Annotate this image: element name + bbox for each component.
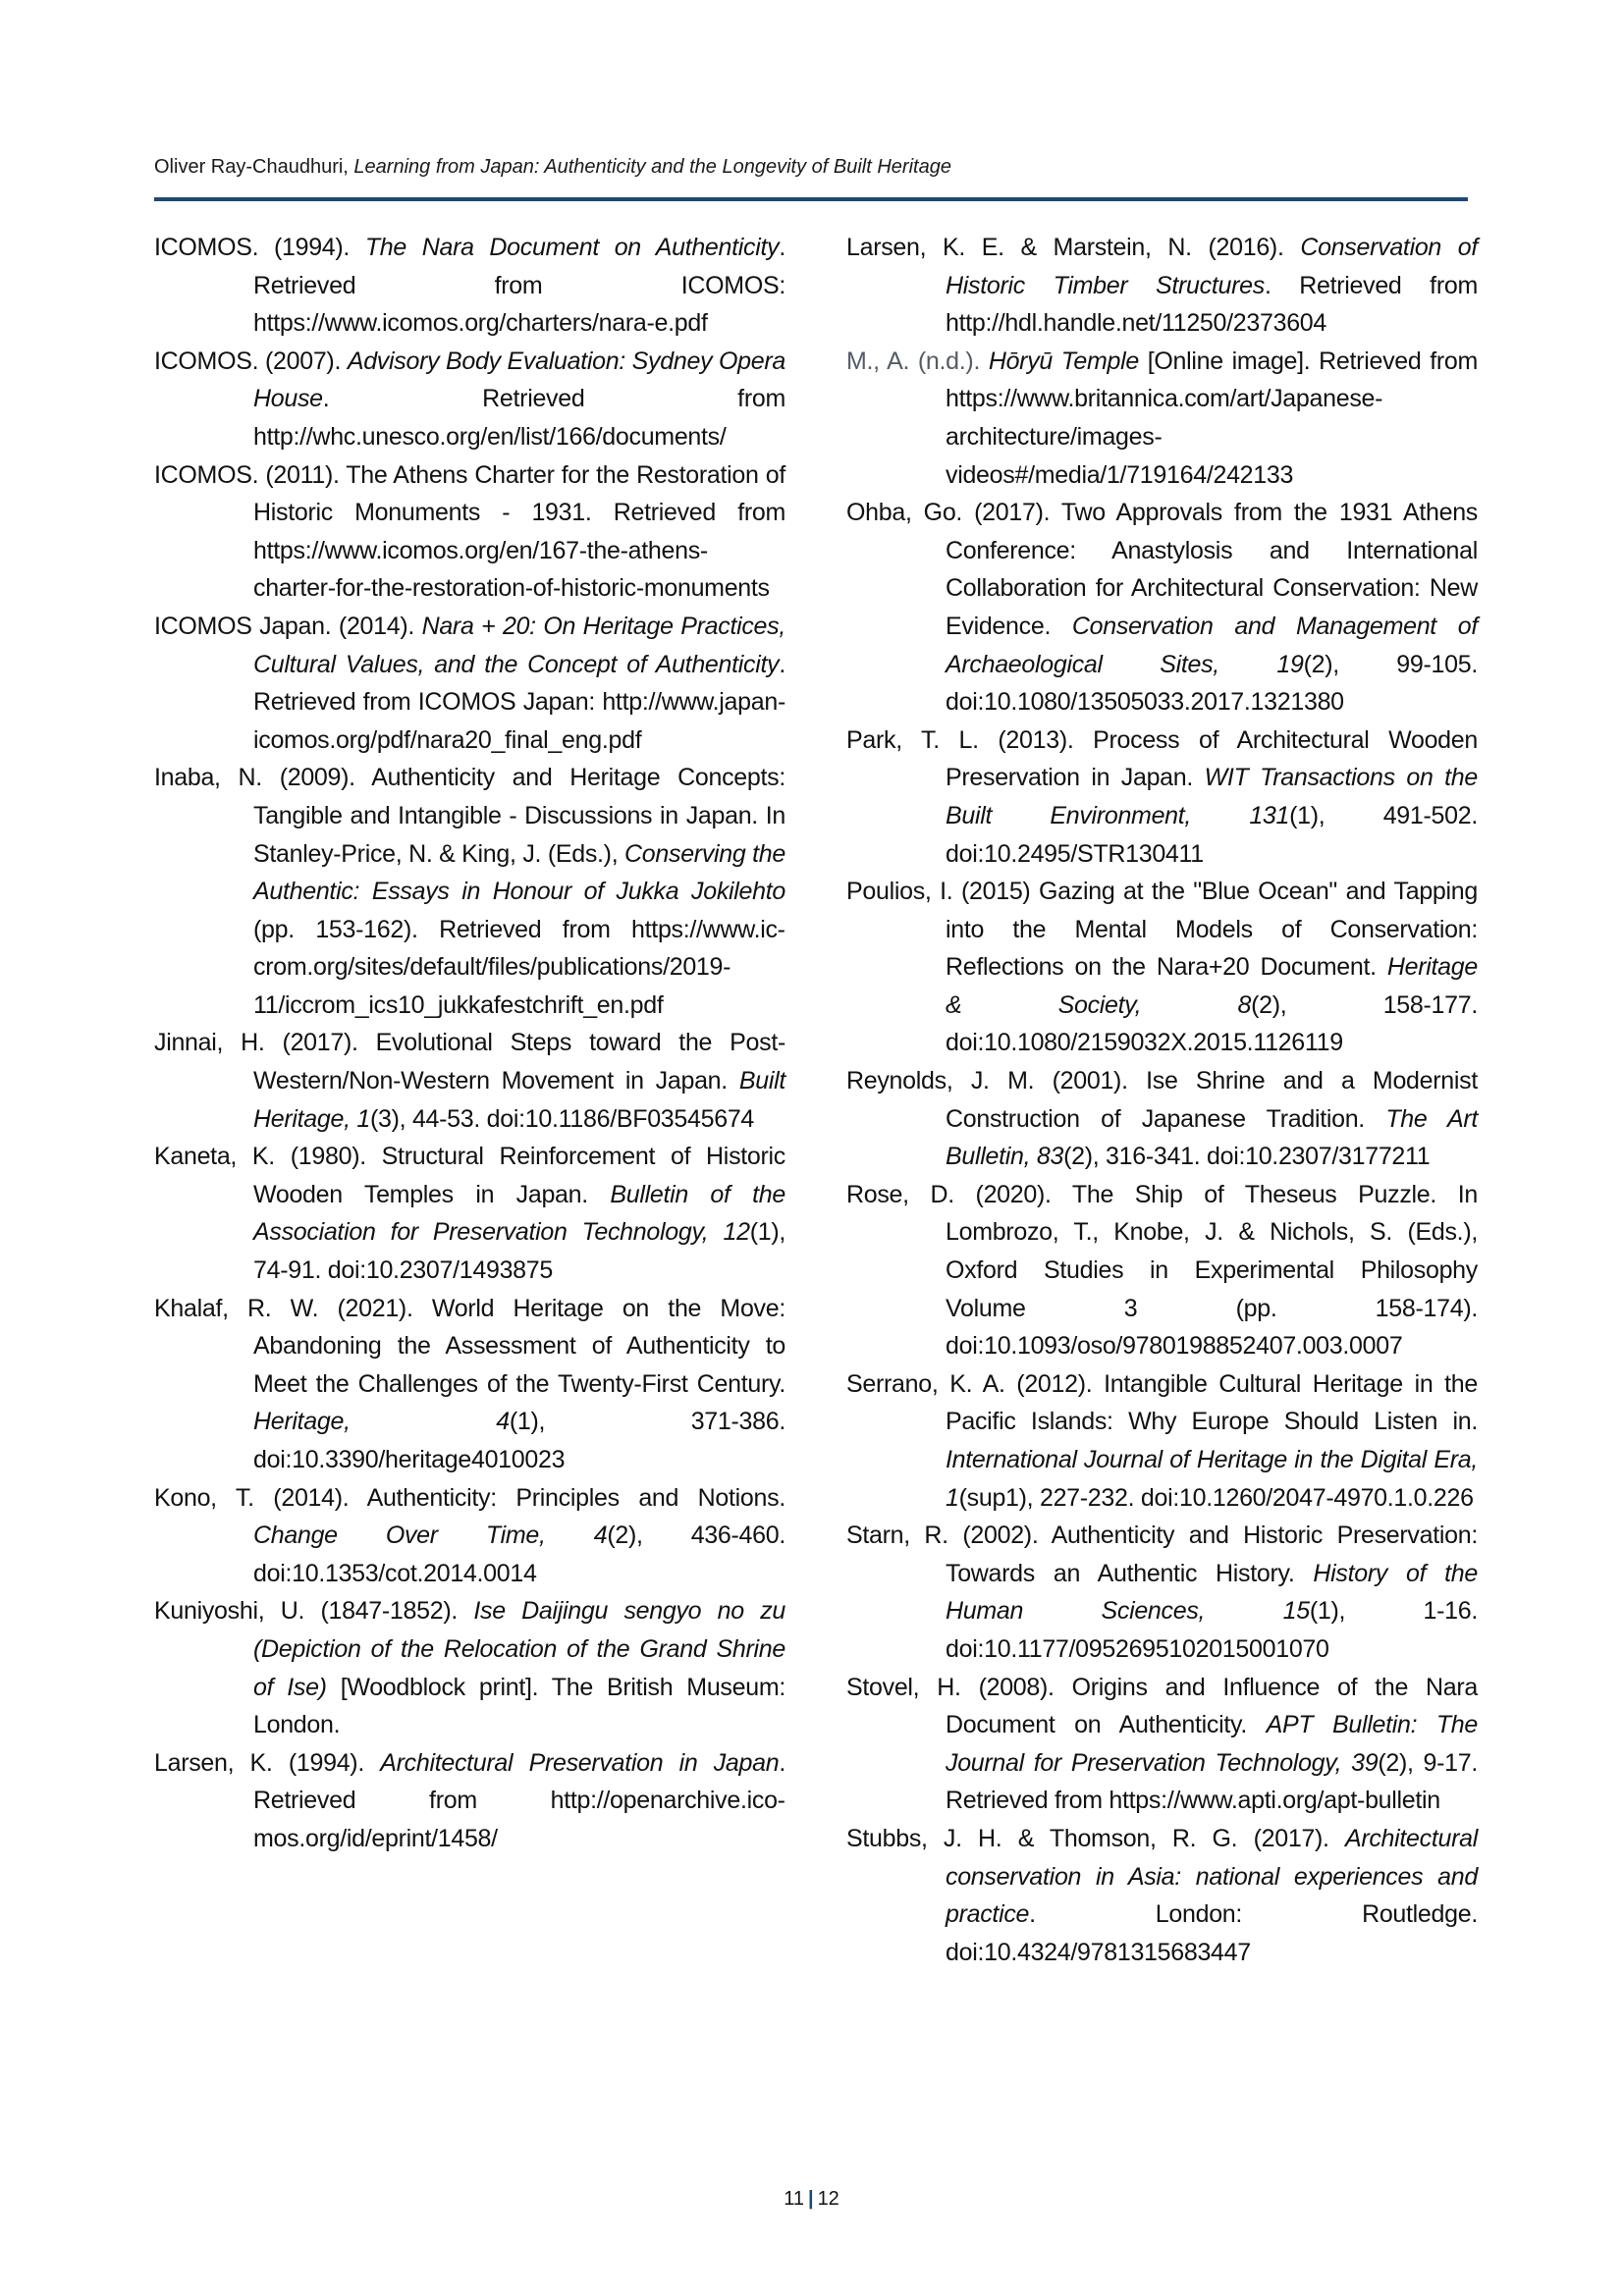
reference-entry: Larsen, K. E. & Marstein, N. (2016). Conservation of Historic Timber Structures. Retrieved from http://hdl.handle.net/11250/2373604 [846,234,1478,338]
reference-entry: Larsen, K. (1994). Architectural Preservation in Japan. Retrieved from http://openarchive.icomos.org/id/eprint/1458/ [154,1748,785,1852]
references-column-right [846,229,1478,1971]
reference-entry: Kuniyoshi, U. (1847-1852). Ise Daijingu sengyo no zu (Depiction of the Relocation of the Grand Shrine of Ise) [Woodblock print]. The British Museum: London. [154,1597,786,1739]
reference-entry: Khalaf, R. W. (2021). World Heritage on the Move: Abandoning the Assessment of Authenticity to Meet the Challenges of the Twenty-First Century. Heritage, 4(1), 371-386. doi:10.3390/heritage4010023 [154,1294,785,1473]
reference-entry: Stubbs, J. H. & Thomson, R. G. (2017). Architectural conservation in Asia: national experiences and practice. London: Routledge. doi:10.4324/9781315683447 [846,1824,1478,1966]
page-number [0,2186,1623,2212]
reference-entry: Starn, R. (2002). Authenticity and Historic Preservation: Towards an Authentic History. History of the Human Sciences, 15(1), 1-16. doi:10.1177/0952695102015001070 [846,1522,1479,1663]
reference-entry: Reynolds, J. M. (2001). Ise Shrine and a Modernist Construction of Japanese Tradition. The Art Bulletin, 83(2), 316-341. doi:10.2307/3177211 [846,1067,1478,1171]
reference-entry: Jinnai, H. (2017). Evolutional Steps toward the Post-Western/Non-Western Movement in Japan. Built Heritage, 1(3), 44-53. doi:10.1186/BF03545674 [154,1029,785,1133]
reference-entry: ICOMOS. (1994). The Nara Document on Authenticity. Retrieved from ICOMOS: https://www.icomos.org/charters/nara-e.pdf [154,234,785,338]
reference-entry: Kaneta, K. (1980). Structural Reinforcement of Historic Wooden Temples in Japan. Bulletin of the Association for Preservation Technology, 12(1), 74-91. doi:10.2307/1493875 [154,1143,785,1285]
reference-entry: M., A. (n.d.). Hōryū Temple [Online image]. Retrieved from https://www.britannica.com/art/Japanese-architecture/images-videos#/media/1/719164/242133 [846,347,1478,489]
reference-entry: Serrano, K. A. (2012). Intangible Cultural Heritage in the Pacific Islands: Why Europe Should Listen in. International Journal of Heritage in the Digital Era, 1(sup1), 227-232. doi:10.1260/2047-4970.1.0.226 [846,1369,1478,1512]
header-author: Oliver Ray-Chaudhuri, [154,156,354,178]
running-header [154,154,951,180]
reference-entry: ICOMOS Japan. (2014). Nara + 20: On Heritage Practices, Cultural Values, and the Concept of Authenticity. Retrieved from ICOMOS Japan: http://www.japan-icomos.org/pdf/nara20_final_eng.pdf [154,612,785,754]
reference-entry: Park, T. L. (2013). Process of Architectural Wooden Preservation in Japan. WIT Transactions on the Built Environment, 131(1), 491-502. doi:10.2495/STR130411 [846,725,1478,868]
reference-entry: Poulios, I. (2015) Gazing at the "Blue Ocean" and Tapping into the Mental Models of Conservation: Reflections on the Nara+20 Document. Heritage & Society, 8(2), 158-177. doi:10.1080/2159032X.2015.1126119 [846,878,1478,1057]
reference-entry: Rose, D. (2020). The Ship of Theseus Puzzle. In Lombrozo, T., Knobe, J. & Nichols, S. (Eds.), Oxford Studies in Experimental Philosophy Volume 3 (pp. 158-174). doi:10.1093/oso/9780198852407.003.0007 [846,1180,1478,1361]
header-rule [154,197,1468,201]
reference-entry: Stovel, H. (2008). Origins and Influence of the Nara Document on Authenticity. APT Bulletin: The Journal for Preservation Technology, 39(2), 9-17. Retrieved from https://www.apti.org/apt-bulletin [846,1673,1479,1815]
references-column-left [154,229,785,1858]
total-pages: 12 [817,2188,839,2210]
reference-entry: ICOMOS. (2007). Advisory Body Evaluation: Sydney Opera House. Retrieved from http://whc.unesco.org/en/list/166/documents/ [154,347,785,451]
header-paper-title: Learning from Japan: Authenticity and the Longevity of Built Heritage [353,156,951,178]
current-page: 11 [784,2188,804,2210]
reference-entry: Inaba, N. (2009). Authenticity and Heritage Concepts: Tangible and Intangible - Discussions in Japan. In Stanley-Price, N. & King, J. (Eds.), Conserving the Authentic: Essays in Honour of Jukka Jokilehto (pp. 153-162). Retrieved from https://www.iccrom.org/sites/default/files/publications/2019-11/iccrom_ics10_jukkafestchrift_en.pdf [154,764,786,1019]
page-separator: | [807,2188,814,2210]
reference-entry: Ohba, Go. (2017). Two Approvals from the 1931 Athens Conference: Anastylosis and International Collaboration for Architectural Conservation: New Evidence. Conservation and Management of Archaeological Sites, 19(2), 99-105. doi:10.1080/13505033.2017.1321380 [846,499,1478,717]
reference-entry: Kono, T. (2014). Authenticity: Principles and Notions. Change Over Time, 4(2), 436-460. doi:10.1353/cot.2014.0014 [154,1483,785,1587]
reference-entry: ICOMOS. (2011). The Athens Charter for the Restoration of Historic Monuments - 1931. Retrieved from https://www.icomos.org/en/167-the-athens-charter-for-the-restoration-of-historic-monuments [154,460,785,603]
